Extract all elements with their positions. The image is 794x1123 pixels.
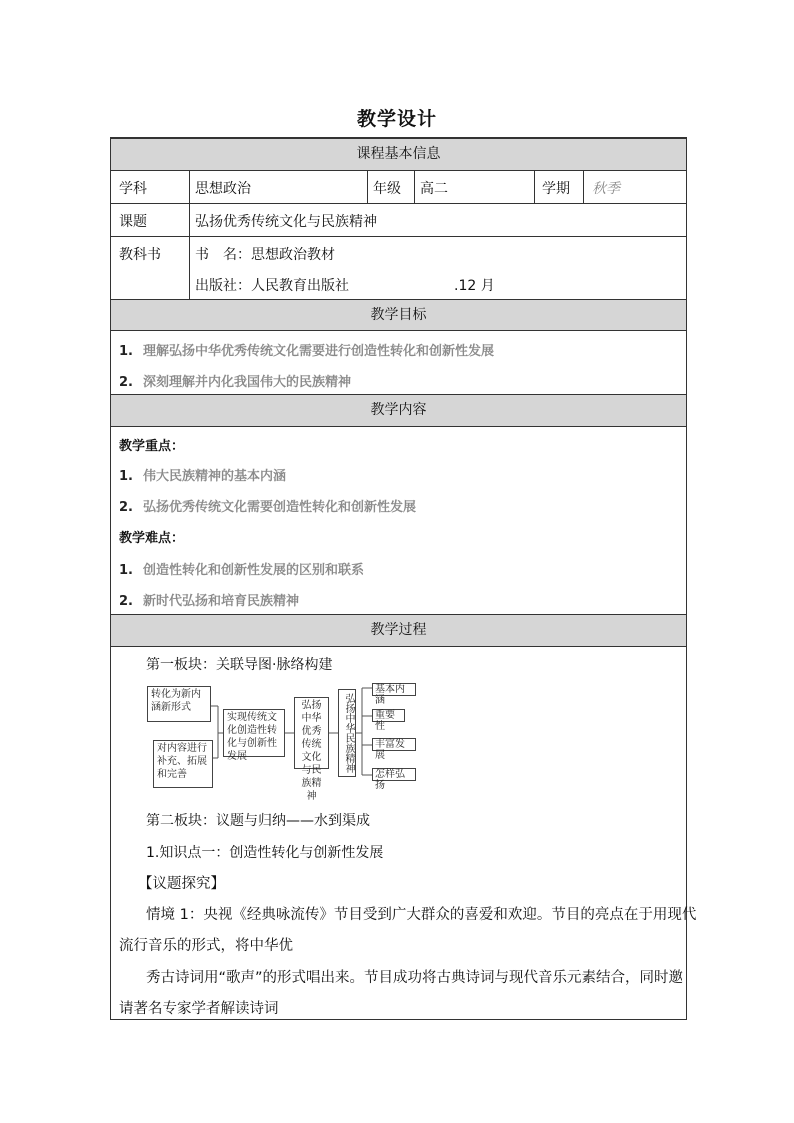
scenario-text-line: 流行音乐的形式，将中华优 xyxy=(119,938,293,954)
concept-node-transformation: 实现传统文化创造性转化与创新性发展 xyxy=(223,709,285,757)
scenario-text-line: 请著名专家学者解读诗词 xyxy=(119,1001,279,1017)
textbook-publisher: 出版社：人民教育出版社 xyxy=(195,278,349,294)
topic-value: 弘扬优秀传统文化与民族精神 xyxy=(195,214,377,230)
divider xyxy=(367,171,368,203)
divider xyxy=(111,236,686,237)
difficult-point-item: 2. 新时代弘扬和培育民族精神 xyxy=(119,594,299,609)
divider xyxy=(111,203,686,204)
knowledge-point-1: 1.知识点一：创造性转化与创新性发展 xyxy=(146,845,384,861)
key-points-label: 教学重点： xyxy=(119,439,185,454)
concept-node-supplement: 对内容进行补充、拓展和完善 xyxy=(153,740,213,788)
concept-node-development: 丰富发展 xyxy=(372,738,416,751)
goal-item: 2. 深刻理解并内化我国伟大的民族精神 xyxy=(119,375,351,390)
term-value: 秋季 xyxy=(592,181,620,197)
divider xyxy=(583,171,584,203)
concept-node-core-theme: 弘扬中华优秀传统文化与民族精神 xyxy=(294,697,329,769)
goals-header: 教学目标 xyxy=(111,299,686,331)
process-header: 教学过程 xyxy=(111,614,686,647)
concept-node-new-form: 转化为新内涵新形式 xyxy=(147,686,211,722)
subject-value: 思想政治 xyxy=(195,181,251,197)
scenario-text-line: 情境 1：央视《经典咏流传》节目受到广大群众的喜爱和欢迎。节目的亮点在于用现代 xyxy=(146,907,697,923)
basic-info-header: 课程基本信息 xyxy=(111,138,686,171)
concept-node-connotation: 基本内涵 xyxy=(372,683,416,696)
scenario-text-line: 秀古诗词用“歌声”的形式唱出来。节目成功将古典诗词与现代音乐元素结合，同时邀 xyxy=(146,970,684,986)
term-label: 学期 xyxy=(542,181,570,197)
document-title: 教学设计 xyxy=(356,108,437,130)
divider xyxy=(414,171,415,203)
divider xyxy=(534,171,535,203)
grade-label: 年级 xyxy=(373,181,401,197)
difficult-point-item: 1. 创造性转化和创新性发展的区别和联系 xyxy=(119,563,364,578)
publish-date: .12 月 xyxy=(454,278,495,294)
difficult-points-label: 教学难点： xyxy=(119,531,185,546)
concept-node-national-spirit: 弘扬中华民族精神 xyxy=(338,689,356,777)
grade-value: 高二 xyxy=(420,181,448,197)
content-header: 教学内容 xyxy=(111,394,686,427)
block1-heading: 第一板块：关联导图·脉络构建 xyxy=(146,657,333,673)
inquiry-heading: 【议题探究】 xyxy=(138,876,225,892)
concept-node-importance: 重要性 xyxy=(372,709,405,722)
goal-item: 1. 理解弘扬中华优秀传统文化需要进行创造性转化和创新性发展 xyxy=(119,344,494,359)
divider xyxy=(189,171,190,299)
key-point-item: 2. 弘扬优秀传统文化需要创造性转化和创新性发展 xyxy=(119,500,416,515)
concept-node-how-to: 怎样弘扬 xyxy=(372,768,416,781)
subject-label: 学科 xyxy=(119,181,147,197)
textbook-label: 教科书 xyxy=(119,247,161,263)
textbook-name: 书 名：思想政治教材 xyxy=(195,247,335,263)
key-point-item: 1. 伟大民族精神的基本内涵 xyxy=(119,469,286,484)
block2-heading: 第二板块：议题与归纳——水到渠成 xyxy=(146,813,370,829)
lesson-plan-table xyxy=(110,137,697,1020)
topic-label: 课题 xyxy=(119,214,147,230)
